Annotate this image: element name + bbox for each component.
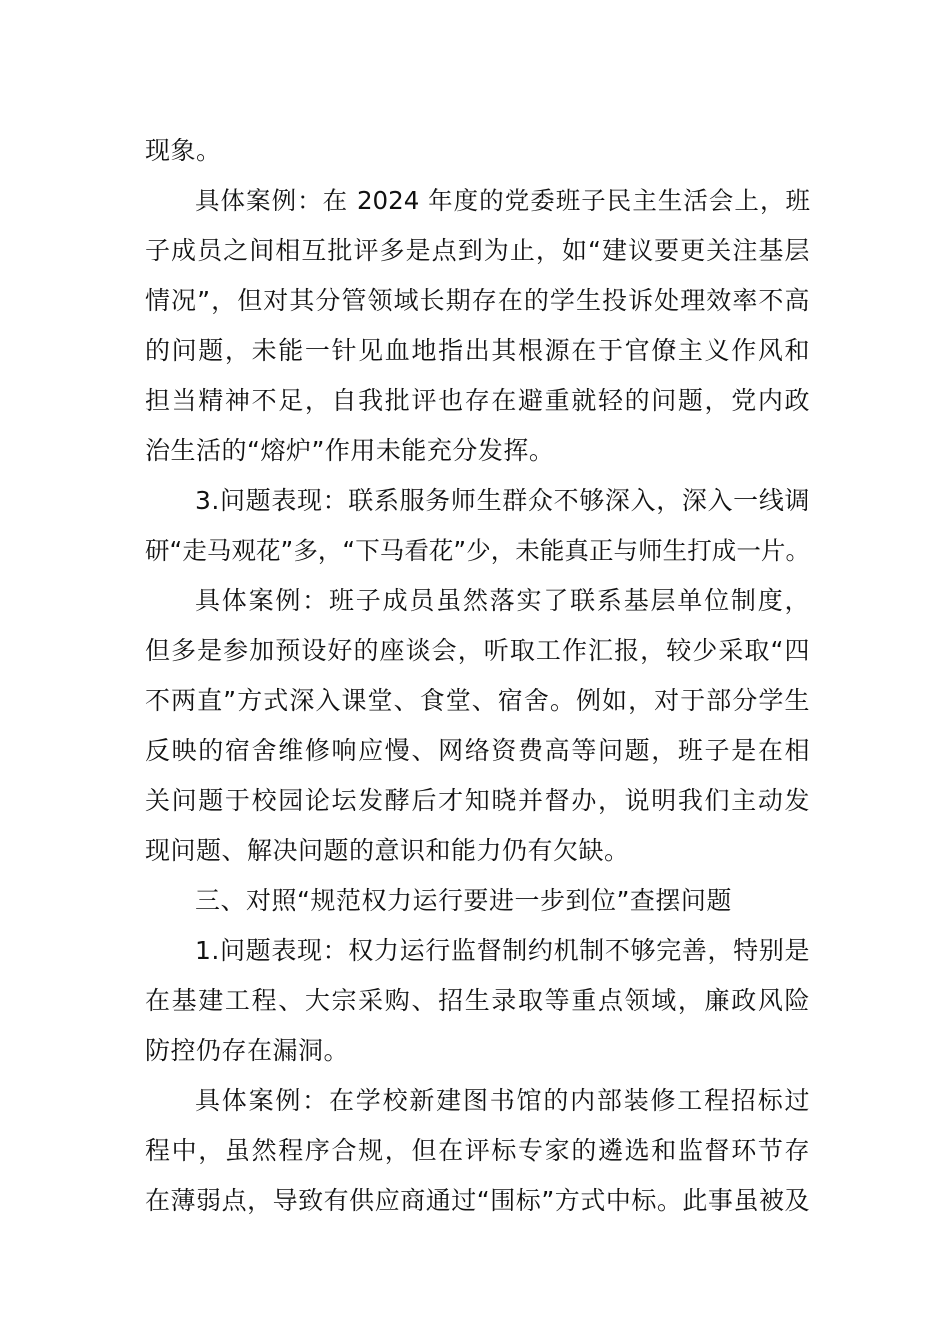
paragraph-line: 具体案例：在学校新建图书馆的内部装修工程招标过	[195, 1086, 810, 1115]
paragraph-line: 情况”，但对其分管领域长期存在的学生投诉处理效率不高	[145, 286, 810, 315]
paragraph-line: 具体案例：在 2024 年度的党委班子民主生活会上，班	[195, 186, 810, 215]
paragraph-line: 现象。	[145, 136, 222, 165]
paragraph-line: 1.问题表现：权力运行监督制约机制不够完善，特别是	[195, 936, 810, 965]
paragraph-line: 在基建工程、大宗采购、招生录取等重点领域，廉政风险	[145, 986, 810, 1015]
paragraph-line: 在薄弱点，导致有供应商通过“围标”方式中标。此事虽被及	[145, 1186, 810, 1215]
paragraph-line: 不两直”方式深入课堂、食堂、宿舍。例如，对于部分学生	[145, 686, 810, 715]
paragraph-line: 的问题，未能一针见血地指出其根源在于官僚主义作风和	[145, 336, 810, 365]
paragraph-line: 关问题于校园论坛发酵后才知晓并督办，说明我们主动发	[145, 786, 810, 815]
paragraph-line: 研“走马观花”多，“下马看花”少，未能真正与师生打成一片。	[145, 536, 810, 565]
paragraph-line: 程中，虽然程序合规，但在评标专家的遴选和监督环节存	[145, 1136, 810, 1165]
paragraph-line: 子成员之间相互批评多是点到为止，如“建议要更关注基层	[145, 236, 810, 265]
paragraph-line: 担当精神不足，自我批评也存在避重就轻的问题，党内政	[145, 386, 810, 415]
paragraph-line: 治生活的“熔炉”作用未能充分发挥。	[145, 436, 555, 465]
paragraph-line: 防控仍存在漏洞。	[145, 1036, 350, 1065]
paragraph-line: 但多是参加预设好的座谈会，听取工作汇报，较少采取“四	[145, 636, 810, 665]
section-heading: 三、对照“规范权力运行要进一步到位”查摆问题	[195, 886, 732, 915]
paragraph-line: 具体案例：班子成员虽然落实了联系基层单位制度，	[195, 586, 810, 615]
paragraph-line: 现问题、解决问题的意识和能力仍有欠缺。	[145, 836, 630, 865]
paragraph-line: 反映的宿舍维修响应慢、网络资费高等问题，班子是在相	[145, 736, 810, 765]
paragraph-line: 3.问题表现：联系服务师生群众不够深入，深入一线调	[195, 486, 810, 515]
